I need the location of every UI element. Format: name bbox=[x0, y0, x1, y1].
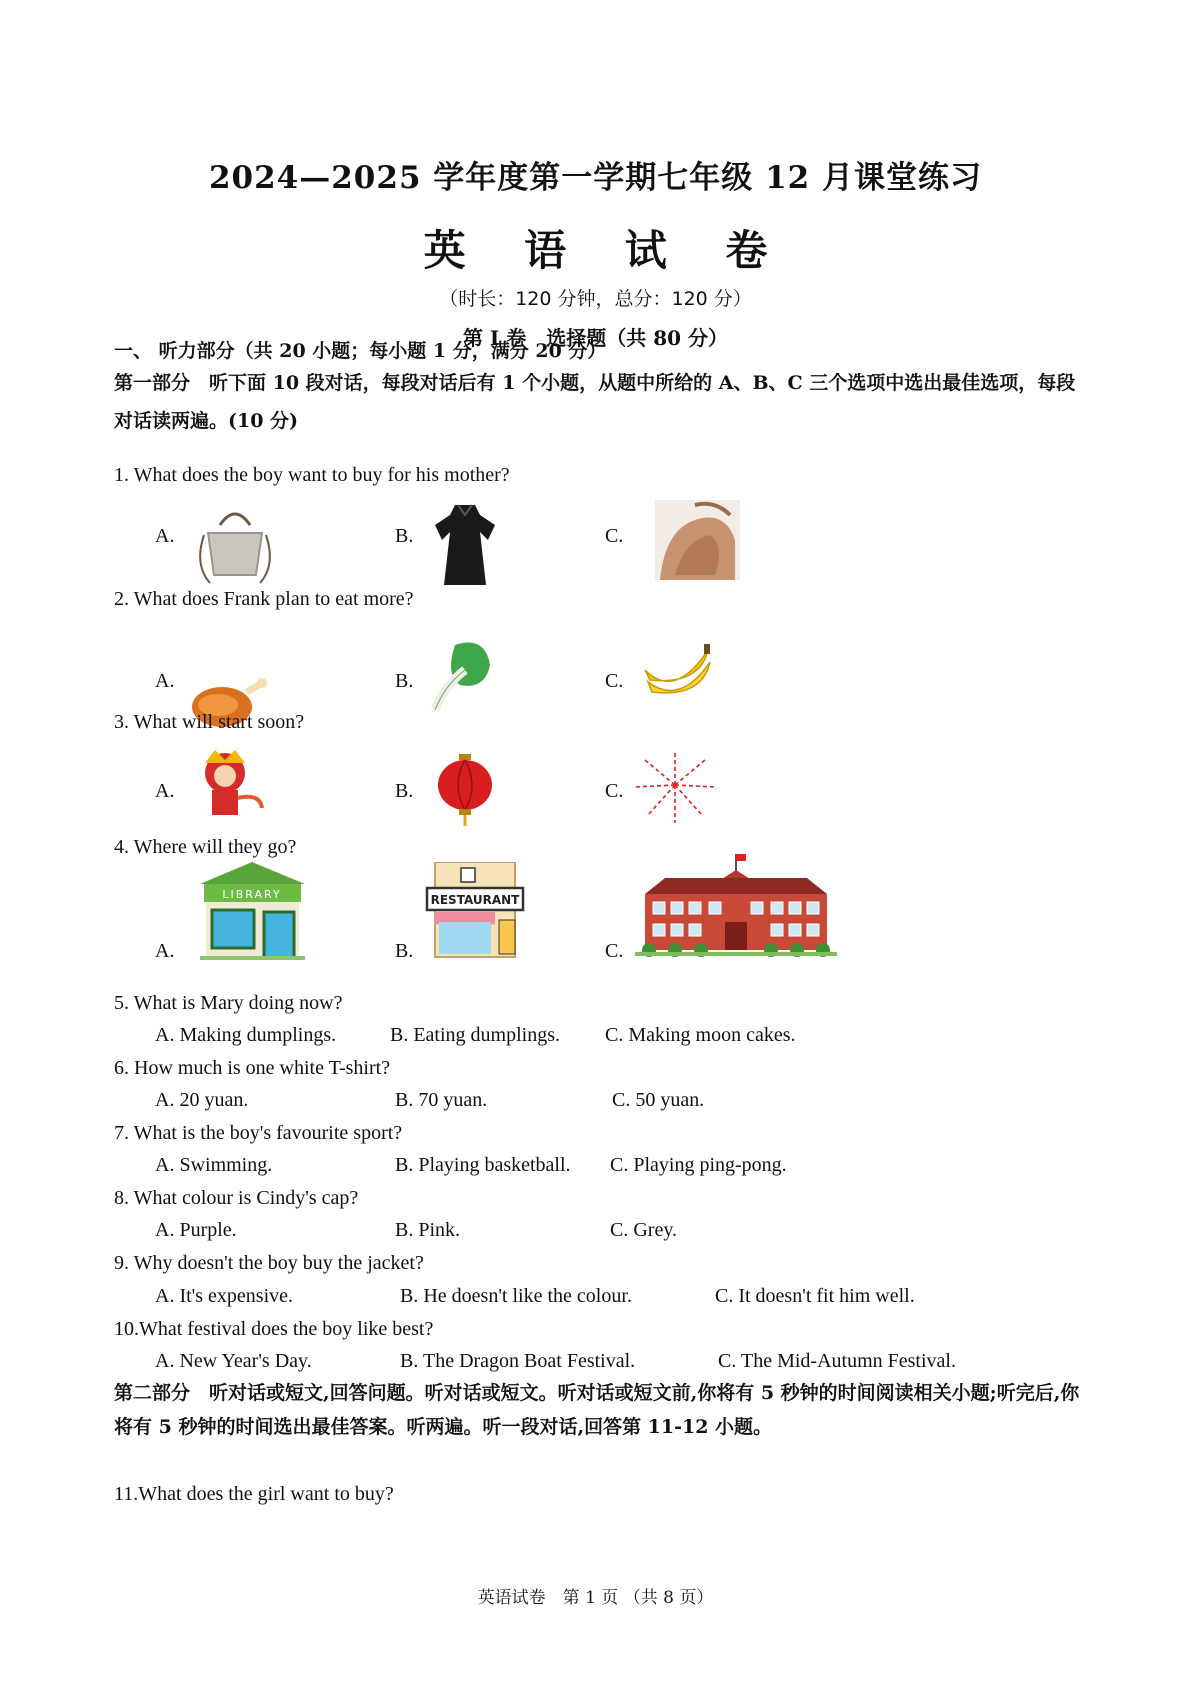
question-10: 10.What festival does the boy like best? bbox=[114, 1318, 434, 1340]
restaurant-icon bbox=[425, 862, 525, 960]
option-b: B. Pink. bbox=[395, 1219, 461, 1241]
option-letter: C. bbox=[605, 940, 624, 962]
fireworks-icon bbox=[630, 745, 720, 825]
lion-dance-icon bbox=[190, 748, 270, 823]
exam-info: （时长：120 分钟，总分：120 分） bbox=[439, 288, 752, 310]
library-sign: LIBRARY bbox=[222, 888, 282, 901]
dress-icon bbox=[430, 500, 500, 590]
option-c: C. Making moon cakes. bbox=[605, 1024, 796, 1046]
option-a: A. Making dumplings. bbox=[155, 1024, 337, 1046]
option-c: C. It doesn't fit him well. bbox=[715, 1285, 915, 1307]
option-letter: B. bbox=[395, 670, 414, 692]
option-letter: A. bbox=[155, 940, 175, 962]
option-a: A. Swimming. bbox=[155, 1154, 273, 1176]
option-letter: A. bbox=[155, 525, 175, 547]
scarf-icon bbox=[655, 500, 740, 580]
option-a: A. It's expensive. bbox=[155, 1285, 294, 1307]
option-b: B. The Dragon Boat Festival. bbox=[400, 1350, 636, 1372]
option-b: B. 70 yuan. bbox=[395, 1089, 488, 1111]
section-2-instructions: 第二部分 听对话或短文,回答问题。听对话或短文。听对话或短文前,你将有 5 秒钟的时间阅读相关小题;听完后,你将有 5 秒钟的时间选出最佳答案。听两遍。听一段对话,回答第 11-12 小题。 bbox=[114, 1382, 1080, 1438]
question-6: 6. How much is one white T-shirt? bbox=[114, 1057, 391, 1079]
part-title: 第 I 卷 选择题（共 80 分） bbox=[462, 326, 729, 350]
exam-title: 2024—2025 学年度第一学期七年级 12 月课堂练习 bbox=[208, 160, 983, 196]
question-11: 11.What does the girl want to buy? bbox=[114, 1483, 394, 1505]
question-1: 1. What does the boy want to buy for his mother? bbox=[114, 464, 510, 486]
option-b: B. He doesn't like the colour. bbox=[400, 1285, 632, 1307]
option-letter: C. bbox=[605, 780, 624, 802]
question-4: 4. Where will they go? bbox=[114, 836, 297, 858]
option-c: C. Playing ping-pong. bbox=[610, 1154, 787, 1176]
option-letter: B. bbox=[395, 940, 414, 962]
option-c: C. The Mid-Autumn Festival. bbox=[718, 1350, 956, 1372]
option-a: A. 20 yuan. bbox=[155, 1089, 249, 1111]
option-a: A. New Year's Day. bbox=[155, 1350, 312, 1372]
restaurant-sign: RESTAURANT bbox=[430, 893, 520, 907]
option-letter: C. bbox=[605, 525, 624, 547]
school-icon bbox=[635, 852, 837, 962]
library-icon bbox=[200, 862, 305, 960]
option-letter: A. bbox=[155, 670, 175, 692]
question-3: 3. What will start soon? bbox=[114, 711, 305, 733]
option-b: B. Playing basketball. bbox=[395, 1154, 571, 1176]
question-5: 5. What is Mary doing now? bbox=[114, 992, 343, 1014]
question-7: 7. What is the boy's favourite sport? bbox=[114, 1122, 403, 1144]
page-footer: 英语试卷 第 1 页 （共 8 页） bbox=[477, 1588, 714, 1608]
option-c: C. Grey. bbox=[610, 1219, 678, 1241]
cabbage-icon bbox=[425, 635, 495, 715]
banana-icon bbox=[640, 640, 715, 705]
option-letter: A. bbox=[155, 780, 175, 802]
handbag-icon bbox=[190, 505, 280, 585]
section-instructions: 第一部分 听下面 10 段对话，每段对话后有 1 个小题，从题中所给的 A、B、C 三个选项中选出最佳选项，每段对话读两遍。(10 分) bbox=[114, 372, 1076, 432]
option-letter: B. bbox=[395, 525, 414, 547]
option-b: B. Eating dumplings. bbox=[390, 1024, 560, 1046]
section-heading: 一、 听力部分（共 20 小题；每小题 1 分，满分 20 分） bbox=[114, 340, 607, 362]
question-8: 8. What colour is Cindy's cap? bbox=[114, 1187, 359, 1209]
question-9: 9. Why doesn't the boy buy the jacket? bbox=[114, 1252, 424, 1274]
option-letter: C. bbox=[605, 670, 624, 692]
lantern-icon bbox=[435, 752, 495, 827]
question-2: 2. What does Frank plan to eat more? bbox=[114, 588, 414, 610]
option-a: A. Purple. bbox=[155, 1219, 237, 1241]
option-c: C. 50 yuan. bbox=[612, 1089, 705, 1111]
subject-title: 英 语 试 卷 bbox=[423, 226, 790, 275]
option-letter: B. bbox=[395, 780, 414, 802]
